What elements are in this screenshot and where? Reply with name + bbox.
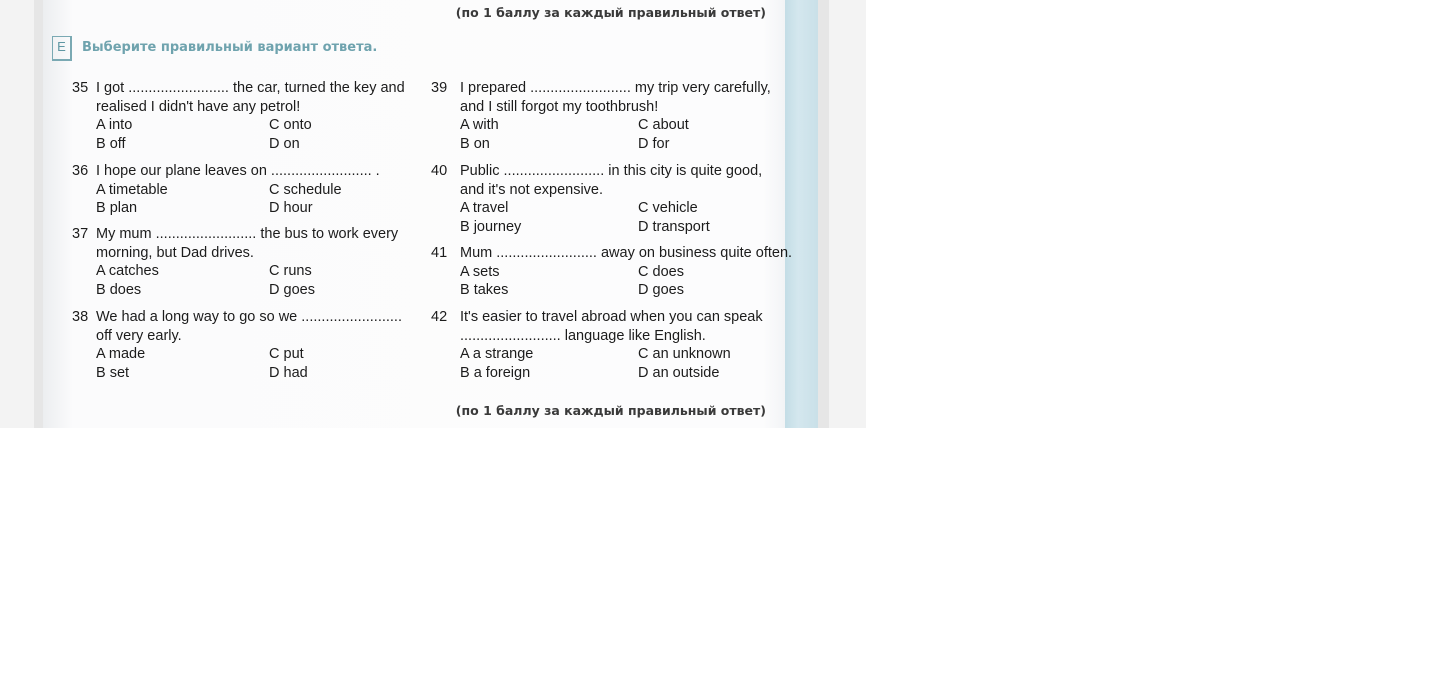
question-text: We had a long way to go so we ......................... xyxy=(96,309,402,325)
option-a: A sets xyxy=(460,263,500,280)
option-b: B takes xyxy=(460,282,509,298)
option-a: A made xyxy=(96,346,146,362)
option-c: C runs xyxy=(269,263,312,279)
question-42 xyxy=(431,308,781,386)
points-note-bottom: (по 1 баллу за каждый правильный ответ) xyxy=(455,403,766,418)
document-viewer xyxy=(0,0,866,428)
question-number: 36 xyxy=(72,163,89,179)
option-c: C schedule xyxy=(269,181,342,198)
question-text: I hope our plane leaves on ......................... . xyxy=(96,163,380,179)
question-text: realised I didn't have any petrol! xyxy=(96,98,301,115)
question-number: 42 xyxy=(431,309,448,325)
question-39 xyxy=(431,79,781,157)
question-text: I got ......................... the car, turned the key and xyxy=(96,80,405,96)
option-b: B journey xyxy=(460,219,522,235)
option-a: A catches xyxy=(96,263,159,279)
question-37 xyxy=(72,225,412,303)
option-b: B off xyxy=(96,136,126,152)
question-35 xyxy=(72,79,412,157)
option-c: C does xyxy=(638,263,684,280)
option-d: D goes xyxy=(638,282,684,298)
question-number: 40 xyxy=(431,163,448,179)
option-a: A with xyxy=(460,117,499,133)
question-number: 38 xyxy=(72,309,89,325)
question-36 xyxy=(72,162,412,222)
question-text: Mum ......................... away on business quite often. xyxy=(460,245,793,261)
question-number: 39 xyxy=(431,80,448,96)
option-c: C about xyxy=(638,117,689,133)
question-text: I prepared ......................... my trip very carefully, xyxy=(460,80,771,96)
option-d: D for xyxy=(638,136,670,152)
question-40 xyxy=(431,162,781,240)
option-b: B on xyxy=(460,136,490,152)
question-41 xyxy=(431,244,793,304)
option-d: D hour xyxy=(269,200,313,216)
option-d: D goes xyxy=(269,282,315,298)
question-38 xyxy=(72,308,412,386)
scanned-page xyxy=(43,0,818,428)
question-number: 35 xyxy=(72,80,89,96)
question-text: morning, but Dad drives. xyxy=(96,244,254,261)
option-d: D had xyxy=(269,365,308,381)
option-c: C vehicle xyxy=(638,200,698,216)
question-text: Public ......................... in this city is quite good, xyxy=(460,163,763,179)
option-a: A travel xyxy=(460,200,509,216)
question-text: My mum ......................... the bus to work every xyxy=(96,226,399,242)
option-b: B plan xyxy=(96,200,138,216)
page-spine-stripe xyxy=(785,0,818,428)
question-text: and it's not expensive. xyxy=(460,181,604,198)
section-letter-badge: E xyxy=(52,36,72,61)
task-instruction: Выберите правильный вариант ответа. xyxy=(82,40,378,55)
option-b: B set xyxy=(96,365,130,381)
question-number: 41 xyxy=(431,245,448,261)
option-a: A a strange xyxy=(460,346,534,362)
option-a: A timetable xyxy=(96,181,168,198)
question-number: 37 xyxy=(72,226,89,242)
question-text: It's easier to travel abroad when you can speak xyxy=(460,309,763,325)
question-text: off very early. xyxy=(96,327,182,344)
option-d: D an outside xyxy=(638,365,720,381)
option-c: C onto xyxy=(269,117,312,133)
option-c: C put xyxy=(269,346,304,362)
question-text: and I still forgot my toothbrush! xyxy=(460,98,659,115)
option-d: D transport xyxy=(638,219,710,235)
option-b: B does xyxy=(96,282,142,298)
question-text: ......................... language like English. xyxy=(460,327,706,344)
option-a: A into xyxy=(96,117,133,133)
option-d: D on xyxy=(269,136,300,152)
option-c: C an unknown xyxy=(638,346,731,362)
points-note-top: (по 1 баллу за каждый правильный ответ) xyxy=(455,5,766,20)
option-b: B a foreign xyxy=(460,365,531,381)
